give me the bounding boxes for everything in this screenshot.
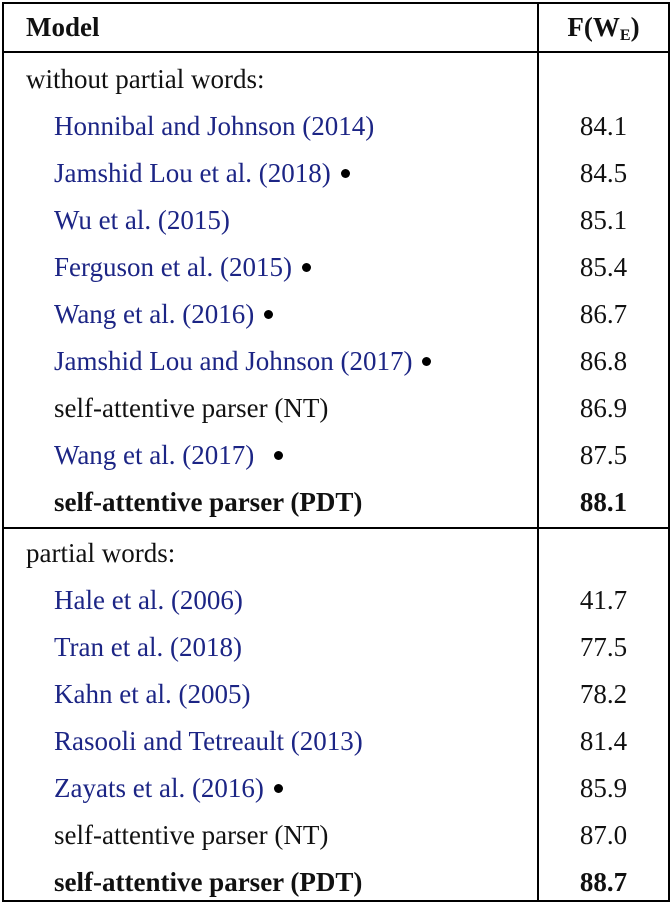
table-row [4,859,668,906]
table-row [4,671,668,718]
model-name [54,338,431,385]
table-row [4,765,668,812]
model-name [54,197,230,244]
bullet-marker-icon [274,784,283,793]
model-label: self-attentive parser (PDT) [54,487,363,517]
table-row [4,624,668,671]
score-value: 81.4 [579,726,628,756]
citation-link[interactable]: Zayats et al. (2016) [54,773,264,803]
model-label: self-attentive parser (PDT) [54,867,363,897]
score-value: 86.9 [579,393,628,423]
model-name [54,432,283,479]
model-name [54,671,250,718]
table-row [4,432,668,479]
section-rule [4,527,668,529]
citation-link[interactable]: Jamshid Lou et al. (2018) [54,158,331,188]
citation-link[interactable]: Ferguson et al. (2015) [54,252,292,282]
score-value: 41.7 [579,585,628,615]
citation-link[interactable]: Honnibal and Johnson (2014) [54,111,375,141]
citation-link[interactable]: Jamshid Lou and Johnson (2017) [54,346,413,376]
table-row [4,338,668,385]
model-label: self-attentive parser (NT) [54,820,329,850]
score-value: 85.9 [579,773,628,803]
score-value: 77.5 [579,632,628,662]
header-row [4,4,668,51]
model-name [54,859,362,906]
header-rule [4,51,668,53]
table-row [4,197,668,244]
table-row [4,244,668,291]
table-row [4,291,668,338]
model-name [54,624,242,671]
score-value: 88.1 [579,487,628,517]
citation-link[interactable]: Tran et al. (2018) [54,632,242,662]
score-value: 87.5 [579,440,628,470]
score-value: 85.4 [579,252,628,282]
section-title: partial words: [26,538,176,568]
score-value: 88.7 [579,867,628,897]
model-name [54,150,350,197]
bullet-marker-icon [274,451,283,460]
model-name [54,718,363,765]
table-row [4,385,668,432]
bullet-marker-icon [302,263,311,272]
citation-link[interactable]: Rasooli and Tetreault (2013) [54,726,363,756]
model-name [54,385,328,432]
model-name [54,577,243,624]
table-row [4,718,668,765]
citation-link[interactable]: Wu et al. (2015) [54,205,230,235]
section-title-row [4,530,668,577]
score-value: 86.8 [579,346,628,376]
score-value: 86.7 [579,299,628,329]
score-value: 85.1 [579,205,628,235]
model-name [54,291,273,338]
score-value: 78.2 [579,679,628,709]
score-value: 87.0 [579,820,628,850]
table-row [4,103,668,150]
section-title-row [4,56,668,103]
model-name [54,479,362,526]
header-score: $F(W_E)$ [567,12,640,44]
model-name [54,812,328,859]
score-value: 84.1 [579,111,628,141]
table-row [4,150,668,197]
header-model: Model [26,12,100,42]
section-title: without partial words: [26,64,265,94]
citation-link[interactable]: Kahn et al. (2005) [54,679,251,709]
table-row [4,479,668,526]
model-name [54,765,283,812]
bullet-marker-icon [422,357,431,366]
bullet-marker-icon [341,169,350,178]
table-row [4,577,668,624]
bullet-marker-icon [264,310,273,319]
results-table [2,2,670,902]
table-row [4,812,668,859]
citation-link[interactable]: Hale et al. (2006) [54,585,243,615]
model-name [54,244,311,291]
score-value: 84.5 [579,158,628,188]
model-label: self-attentive parser (NT) [54,393,329,423]
model-name [54,103,374,150]
citation-link[interactable]: Wang et al. (2016) [54,299,255,329]
citation-link[interactable]: Wang et al. (2017) [54,440,255,470]
